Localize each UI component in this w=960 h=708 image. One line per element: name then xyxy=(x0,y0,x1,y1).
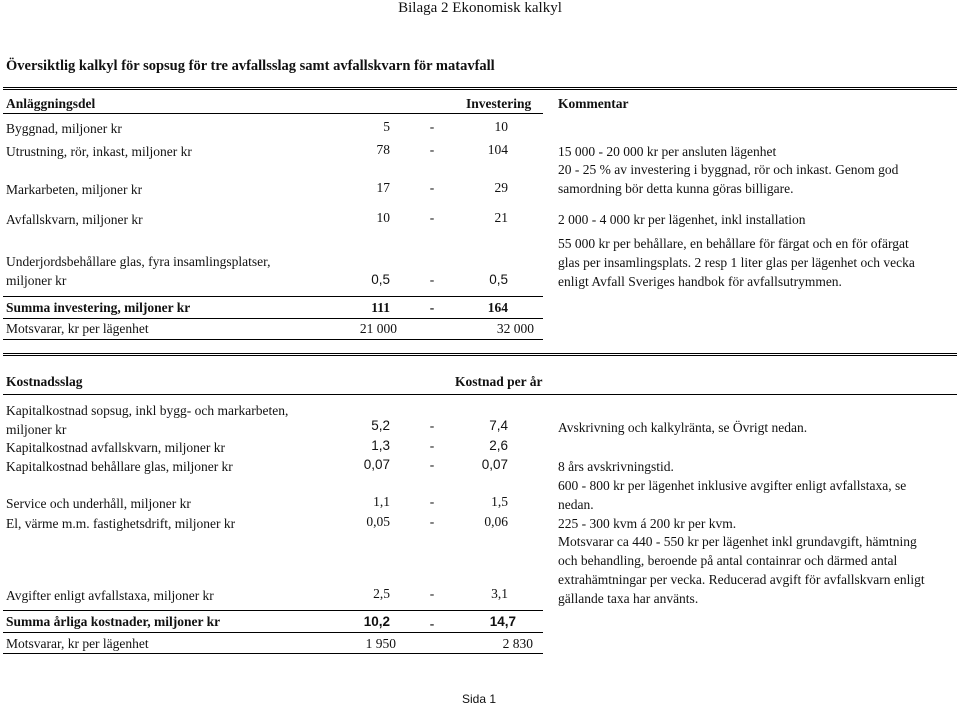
investment-row-from: 78 xyxy=(376,142,390,157)
investment-total-label: Summa investering, miljoner kr xyxy=(6,300,191,315)
cost-row-label: Service och underhåll, miljoner kr xyxy=(6,496,191,511)
divider xyxy=(3,296,543,297)
investment-row-from: 10 xyxy=(376,210,390,225)
divider xyxy=(3,394,957,395)
investment-row-label: Markarbeten, miljoner kr xyxy=(6,182,143,197)
cost-per-apartment-from: 1 950 xyxy=(365,636,396,651)
cost-row-label: Kapitalkostnad avfallskvarn, miljoner kr xyxy=(6,440,225,455)
cost-total-dash: - xyxy=(429,616,435,631)
cost-row-comment: 8 års avskrivningstid. xyxy=(558,459,674,474)
cost-row-to: 2,6 xyxy=(489,438,508,453)
investment-row-dash: - xyxy=(429,180,435,195)
investment-row-label: Avfallskvarn, miljoner kr xyxy=(6,212,143,227)
investment-row-to: 0,5 xyxy=(489,272,508,287)
investment-row-label: Byggnad, miljoner kr xyxy=(6,121,122,136)
investment-row-from: 0,5 xyxy=(371,272,390,287)
divider xyxy=(3,355,957,356)
investment-row-to: 29 xyxy=(494,180,508,195)
cost-row-dash: - xyxy=(429,494,435,509)
investment-row-comment: 2 000 - 4 000 kr per lägenhet, inkl installation xyxy=(558,212,806,227)
investment-row-label: Utrustning, rör, inkast, miljoner kr xyxy=(6,144,192,159)
investment-row-from: 5 xyxy=(383,119,390,134)
investment-total-from: 111 xyxy=(371,300,390,315)
cost-row-dash: - xyxy=(429,514,435,529)
cost-row-to: 1,5 xyxy=(491,494,508,509)
investment-row-comment: 20 - 25 % av investering i byggnad, rör och inkast. Genom god samordning bör detta kunna göras billigare. xyxy=(558,162,899,196)
divider xyxy=(3,610,543,611)
cost-row-from: 5,2 xyxy=(371,418,390,433)
divider xyxy=(3,89,957,90)
cost-row-label: Kapitalkostnad sopsug, inkl bygg- och markarbeten, miljoner kr xyxy=(6,403,289,437)
investment-row-label: Underjordsbehållare glas, fyra insamlingsplatser, miljoner kr xyxy=(6,254,271,288)
cost-row-label: Kapitalkostnad behållare glas, miljoner kr xyxy=(6,459,233,474)
cost-row-from: 2,5 xyxy=(373,586,390,601)
cost-total-to: 14,7 xyxy=(489,614,516,629)
cost-row-from: 0,05 xyxy=(366,514,390,529)
cost-per-apartment-to: 2 830 xyxy=(502,636,533,651)
cost-row-to: 3,1 xyxy=(491,586,508,601)
investment-row-comment: 15 000 - 20 000 kr per ansluten lägenhet xyxy=(558,144,777,159)
cost-row-comment: 225 - 300 kvm á 200 kr per kvm. xyxy=(558,516,737,531)
col-header-annual-cost: Kostnad per år xyxy=(455,374,543,389)
investment-row-dash: - xyxy=(429,119,435,134)
investment-row-to: 10 xyxy=(494,119,508,134)
col-header-item: Anläggningsdel xyxy=(6,96,96,111)
col-header-comment: Kommentar xyxy=(558,96,629,111)
divider xyxy=(3,353,957,354)
investment-total-to: 164 xyxy=(487,300,508,315)
page-header: Bilaga 2 Ekonomisk kalkyl xyxy=(398,0,562,16)
divider xyxy=(3,653,543,654)
cost-row-dash: - xyxy=(429,438,435,453)
divider xyxy=(3,339,543,340)
investment-per-apartment-to: 32 000 xyxy=(496,321,534,336)
cost-row-label: Avgifter enligt avfallstaxa, miljoner kr xyxy=(6,588,214,603)
cost-row-comment: Motsvarar ca 440 - 550 kr per lägenhet inkl grundavgift, hämtning och behandling, beroende på antal containrar och därmed antal extrahämtningar per vecka. Reducerad avgift för avfallskvarn enligt gällande taxa har använts. xyxy=(558,534,925,606)
page-number: Sida 1 xyxy=(462,692,497,706)
divider xyxy=(3,632,543,633)
col-header-cost-type: Kostnadsslag xyxy=(6,374,83,389)
cost-total-from: 10,2 xyxy=(363,614,390,629)
cost-row-dash: - xyxy=(429,418,435,433)
cost-row-to: 7,4 xyxy=(489,418,508,433)
cost-row-to: 0,07 xyxy=(481,457,508,472)
divider xyxy=(3,113,543,114)
cost-per-apartment-label: Motsvarar, kr per lägenhet xyxy=(6,636,149,651)
investment-row-from: 17 xyxy=(376,180,390,195)
divider xyxy=(3,87,957,88)
cost-row-from: 1,1 xyxy=(373,494,390,509)
col-header-investment: Investering xyxy=(466,96,532,111)
investment-row-dash: - xyxy=(429,210,435,225)
cost-row-label: El, värme m.m. fastighetsdrift, miljoner kr xyxy=(6,516,236,531)
divider xyxy=(3,318,543,319)
investment-per-apartment-label: Motsvarar, kr per lägenhet xyxy=(6,321,149,336)
cost-row-comment: 600 - 800 kr per lägenhet inklusive avgifter enligt avfallstaxa, se nedan. xyxy=(558,478,907,512)
cost-row-dash: - xyxy=(429,457,435,472)
cost-row-to: 0,06 xyxy=(484,514,508,529)
investment-row-to: 21 xyxy=(494,210,508,225)
document-title: Översiktlig kalkyl för sopsug för tre avfallsslag samt avfallskvarn för matavfall xyxy=(6,58,495,74)
cost-row-dash: - xyxy=(429,586,435,601)
cost-total-label: Summa årliga kostnader, miljoner kr xyxy=(6,614,221,629)
cost-row-from: 0,07 xyxy=(363,457,390,472)
investment-row-to: 104 xyxy=(487,142,508,157)
investment-row-comment: 55 000 kr per behållare, en behållare för färgat och en för ofärgat glas per insamlingsplats. 2 resp 1 liter glas per lägenhet och vecka enligt Avfall Sveriges handbok för avfallsutrymmen. xyxy=(558,236,915,289)
investment-total-dash: - xyxy=(429,300,435,315)
cost-row-from: 1,3 xyxy=(371,438,390,453)
investment-per-apartment-from: 21 000 xyxy=(359,321,397,336)
investment-row-dash: - xyxy=(429,272,435,287)
investment-row-dash: - xyxy=(429,142,435,157)
cost-row-comment: Avskrivning och kalkylränta, se Övrigt nedan. xyxy=(558,420,808,435)
